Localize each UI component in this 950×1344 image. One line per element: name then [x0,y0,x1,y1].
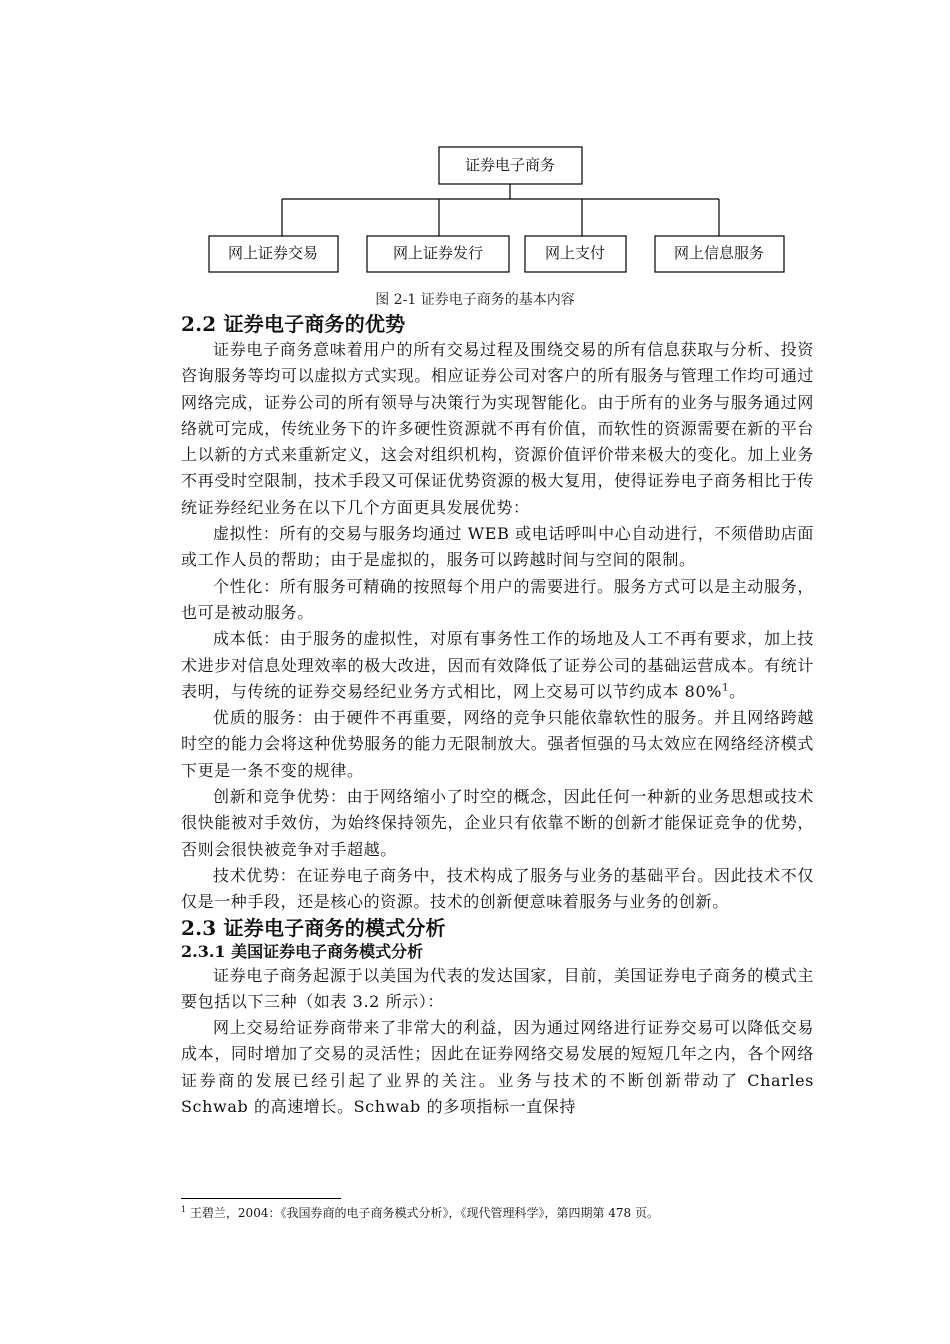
diagram-child-label: 网上支付 [544,244,606,262]
paragraph: 虚拟性：所有的交易与服务均通过 WEB 或电话呼叫中心自动进行，不须借助店面或工作人员的帮助；由于是虚拟的，服务可以跨越时间与空间的限制。 [181,524,814,570]
paragraph: 创新和竞争优势：由于网络缩小了时空的概念，因此任何一种新的业务思想或技术很快能被对手效仿，为始终保持领先，企业只有依靠不断的创新才能保证竞争的优势，否则会很快被竞争对手超越。 [181,787,814,859]
content-structure-diagram [0,0,950,300]
paragraph-with-footnote [181,626,814,705]
paragraph: 技术优势：在证券电子商务中，技术构成了服务与业务的基础平台。因此技术不仅仅是一种手段，还是核心的资源。技术的创新便意味着服务与业务的创新。 [181,865,814,912]
paragraph: 个性化：所有服务可精确的按照每个用户的需要进行。服务方式可以是主动服务，也可是被动服务。 [181,576,814,622]
footnote-divider [181,1198,341,1199]
figure-caption: 图 2-1 证券电子商务的基本内容 [375,292,575,308]
section-heading-2-2: 2.2 证券电子商务的优势 [181,312,406,336]
paragraph: 证券电子商务起源于以美国为代表的发达国家，目前，美国证券电子商务的模式主要包括以下三种（如表 3.2 所示）： [181,965,814,1011]
diagram-child-label: 网上证券发行 [392,244,484,262]
paragraph: 证券电子商务意味着用户的所有交易过程及围绕交易的所有信息获取与分析、投资咨询服务等均可以虚拟方式实现。相应证券公司对客户的所有服务与管理工作均可通过网络完成，证券公司的所有领导与决策行为实现智能化。由于所有的业务与服务通过网络就可完成，传统业务下的许多硬性资源就不再有价值，而软性的资源需要在新的平台上以新的方式来重新定义，这会对组织机构，资源价值评价带来极大的变化。加上业务不再受时空限制，技术手段又可保证优势资源的极大复用，使得证券电子商务相比于传统证券经纪业务在以下几个方面更具发展优势： [181,340,814,517]
paragraph-text-end: 。 [729,681,746,701]
subsection-heading-2-3-1: 2.3.1 美国证券电子商务模式分析 [181,941,424,961]
paragraph: 网上交易给证券商带来了非常大的利益，因为通过网络进行证券交易可以降低交易成本，同时增加了交易的灵活性；因此在证券网络交易发展的短短几年之内，各个网络证券商的发展已经引起了业界的关注。业务与技术的不断创新带动了 Charles Schwab 的高速增长。Schwab 的多项指标一直保持 [181,1018,814,1117]
footnote-mark: 1 [181,1205,187,1214]
diagram-child-label: 网上证券交易 [227,244,319,262]
footnote-reference[interactable]: 1 [722,682,730,694]
paragraph-text: 成本低：由于服务的虚拟性，对原有事务性工作的场地及人工不再有要求，加上技术进步对信息处理效率的极大改进，因而有效降低了证券公司的基础运营成本。有统计表明，与传统的证券交易经纪业务方式相比，网上交易可以节约成本 80% [181,629,814,701]
diagram-root-label: 证券电子商务 [464,156,556,174]
diagram-child-label: 网上信息服务 [673,244,765,262]
footnote [181,1204,821,1222]
footnote-text: 王碧兰，2004：《我国券商的电子商务模式分析》，《现代管理科学》，第四期第 478 页。 [189,1206,659,1220]
document-body [181,312,814,1120]
paragraph: 优质的服务：由于硬件不再重要，网络的竞争只能依靠软性的服务。并且网络跨越时空的能力会将这种优势服务的能力无限制放大。强者恒强的马太效应在网络经济模式下更是一条不变的规律。 [181,708,814,780]
section-heading-2-3: 2.3 证券电子商务的模式分析 [181,915,446,940]
